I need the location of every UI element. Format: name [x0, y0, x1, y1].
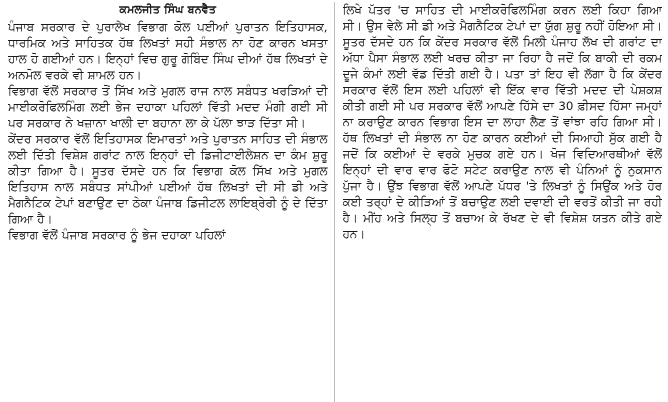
article-paragraph: ਕੇਂਦਰ ਸਰਕਾਰ ਵੱਲੋਂ ਇਤਿਹਾਸਕ ਇਮਾਰਤਾਂ ਅਤੇ ਪੁਰਾਤਨ ਸਾਹਿਤ ਦੀ ਸੰਭਾਲ ਲਈ ਦਿੱਤੀ ਵਿਸ਼ੇਸ਼ ਗਰਾਂਟ ਨਾਲ ਇਨ੍ਹਾਂ ਦੀ ਡਿਜੀਟਾਈਲੇਸ਼ਨ ਦਾ ਕੰਮ ਸ਼ੁਰੂ ਕੀਤਾ ਗਿਆ ਹੈ। ਸੂਤਰ ਦੱਸਦੇ ਹਨ ਕਿ ਵਿਭਾਗ ਕੋਲ ਸਿੱਖ ਅਤੇ ਮੁਗਲ ਇਤਿਹਾਸ ਨਾਲ ਸਬੰਧਤ ਸਾਂਪੀਆਂ ਪਈਆਂ ਹੱਥ ਲਿਖਤਾਂ ਦੀ ਸੀ ਡੀ ਅਤੇ ਮੈਗਨੈਟਿਕ ਟੇਪਾਂ ਬਣਾਉਣ ਦਾ ਠੇਕਾ ਪੰਜਾਬ ਡਿਜੀਟਲ ਲਾਇਬ੍ਰੇਰੀ ਨੂੰ ਦੇ ਦਿੱਤਾ ਗਿਆ ਹੈ। [8, 132, 328, 226]
article-byline: ਕਮਲਜੀਤ ਸਿੰਘ ਬਨਵੈਤ [119, 3, 217, 16]
article-column-left [8, 2, 335, 402]
article-paragraph: ਪੰਜਾਬ ਸਰਕਾਰ ਦੇ ਪੁਰਾਲੇਖ ਵਿਭਾਗ ਕੋਲ ਪਈਆਂ ਪੁਰਾਤਨ ਇਤਿਹਾਸਕ, ਧਾਰਮਿਕ ਅਤੇ ਸਾਹਿਤਕ ਹੱਥ ਲਿਖਤਾਂ ਸਹੀ ਸੰਭਾਲ ਨਾ ਹੋਣ ਕਾਰਨ ਖਸਤਾ ਹਾਲ ਹੋ ਗਈਆਂ ਹਨ। ਇਨ੍ਹਾਂ ਵਿਚ ਗੁਰੂ ਗੋਬਿੰਦ ਸਿੰਘ ਦੀਆਂ ਹੱਥ ਲਿਖਤਾਂ ਦੇ ਅਨਮੋਲ ਵਰਕੇ ਵੀ ਸ਼ਾਮਲ ਹਨ। [8, 20, 328, 82]
article-paragraph: ਵਿਭਾਗ ਵੱਲੋਂ ਪੰਜਾਬ ਸਰਕਾਰ ਨੂੰ ਭੇਜ ਦਹਾਕਾ ਪਹਿਲਾਂ [8, 228, 226, 242]
article-paragraph: ਵਿਭਾਗ ਵੱਲੋਂ ਸਰਕਾਰ ਤੋਂ ਸਿੱਖ ਅਤੇ ਮੁਗਲ ਰਾਜ ਨਾਲ ਸਬੰਧਤ ਖਰੜਿਆਂ ਦੀ ਮਾਈਕਰੋਫਿਲਮਿੰਗ ਲਈ ਭੇਜ ਦਹਾਕਾ ਪਹਿਲਾਂ ਵਿੱਤੀ ਮਦਦ ਮੰਗੀ ਗਈ ਸੀ ਪਰ ਸਰਕਾਰ ਨੇ ਖਜ਼ਾਨਾ ਖਾਲੀ ਦਾ ਬਹਾਨਾ ਲਾ ਕੇ ਪੱਲਾ ਝਾੜ ਦਿੱਤਾ ਸੀ। [8, 84, 328, 130]
article-column-right [343, 2, 663, 402]
article-paragraph: ਲਿਖੇ ਪੱਤਰ 'ਚ ਸਾਹਿਤ ਦੀ ਮਾਈਕਰੋਫਿਲਮਿੰਗ ਕਰਨ ਲਈ ਕਿਹਾ ਗਿਆ ਸੀ। ਉਸ ਵੇਲੇ ਸੀ ਡੀ ਅਤੇ ਮੈਗਨੈਟਿਕ ਟੇਪਾਂ ਦਾ ਯੁੱਗ ਸ਼ੁਰੂ ਨਹੀਂ ਹੋਇਆ ਸੀ। ਸੂਤਰ ਦੱਸਦੇ ਹਨ ਕਿ ਕੇਂਦਰ ਸਰਕਾਰ ਵੱਲੋਂ ਮਿਲੀ ਪੰਜਾਹ ਲੱਖ ਦੀ ਗਰਾਂਟ ਦਾ ਅੱਧਾ ਪੈਸਾ ਸੰਭਾਲ ਲਈ ਖਰਚ ਕੀਤਾ ਜਾ ਰਿਹਾ ਹੈ ਜਦੋਂ ਕਿ ਬਾਕੀ ਦੀ ਰਕਮ ਦੂਜੇ ਕੰਮਾਂ ਲਈ ਵੱਡ ਦਿੱਤੀ ਗਈ ਹੈ। ਪਤਾ ਤਾਂ ਇਹ ਵੀ ਲੱਗਾ ਹੈ ਕਿ ਕੇਂਦਰ ਸਰਕਾਰ ਵੱਲੋਂ ਇਸ ਲਈ ਪਹਿਲਾਂ ਵੀ ਇੱਕ ਵਾਰ ਵਿੱਤੀ ਮਦਦ ਦੀ ਪੇਸ਼ਕਸ਼ ਕੀਤੀ ਗਈ ਸੀ ਪਰ ਸਰਕਾਰ ਵੱਲੋਂ ਆਪਣੇ ਹਿੱਸੇ ਦਾ 30 ਫ਼ੀਸਦ ਹਿੱਸਾ ਜਮ੍ਹਾਂ ਨਾ ਕਰਾਉਣ ਕਾਰਨ ਵਿਭਾਗ ਇਸ ਦਾ ਲਾਹਾ ਲੈਣ ਤੋਂ ਵਾਂਝਾ ਰਹਿ ਗਿਆ ਸੀ। ਹੱਥ ਲਿਖਤਾਂ ਦੀ ਸੰਭਾਲ ਨਾ ਹੋਣ ਕਾਰਨ ਕਈਆਂ ਦੀ ਸਿਆਹੀ ਸੁੱਕ ਗਈ ਹੈ ਜਦੋਂ ਕਿ ਕਈਆਂ ਦੇ ਵਰਕੇ ਮੁਚਕ ਗਏ ਹਨ। ਖੋਜ ਵਿਦਿਆਰਥੀਆਂ ਵੱਲੋਂ ਇਨ੍ਹਾਂ ਦੀ ਵਾਰ ਵਾਰ ਫੋਟੋ ਸਟੇਟ ਕਰਾਉਣ ਨਾਲ ਵੀ ਪੰਨਿਆਂ ਨੂੰ ਨੁਕਸਾਨ ਪੁੱਜਾ ਹੈ। ਉਂਝ ਵਿਭਾਗ ਵੱਲੋਂ ਆਪਣੇ ਪੱਧਰ 'ਤੇ ਲਿਖਤਾਂ ਨੂੰ ਸਿਉਂਕ ਅਤੇ ਹੋਰ ਕਈ ਤਰ੍ਹਾਂ ਦੇ ਕੀੜਿਆਂ ਤੋਂ ਬਚਾਉਣ ਲਈ ਦਵਾਈ ਦੀ ਵਰਤੋਂ ਕੀਤੀ ਜਾ ਰਹੀ ਹੈ। ਮੀਂਹ ਅਤੇ ਸਿਲ੍ਹ ਤੋਂ ਬਚਾਅ ਕੇ ਰੱਖਣ ਦੇ ਵੀ ਵਿਸ਼ੇਸ਼ ਯਤਨ ਕੀਤੇ ਗਏ ਹਨ। [342, 3, 662, 241]
